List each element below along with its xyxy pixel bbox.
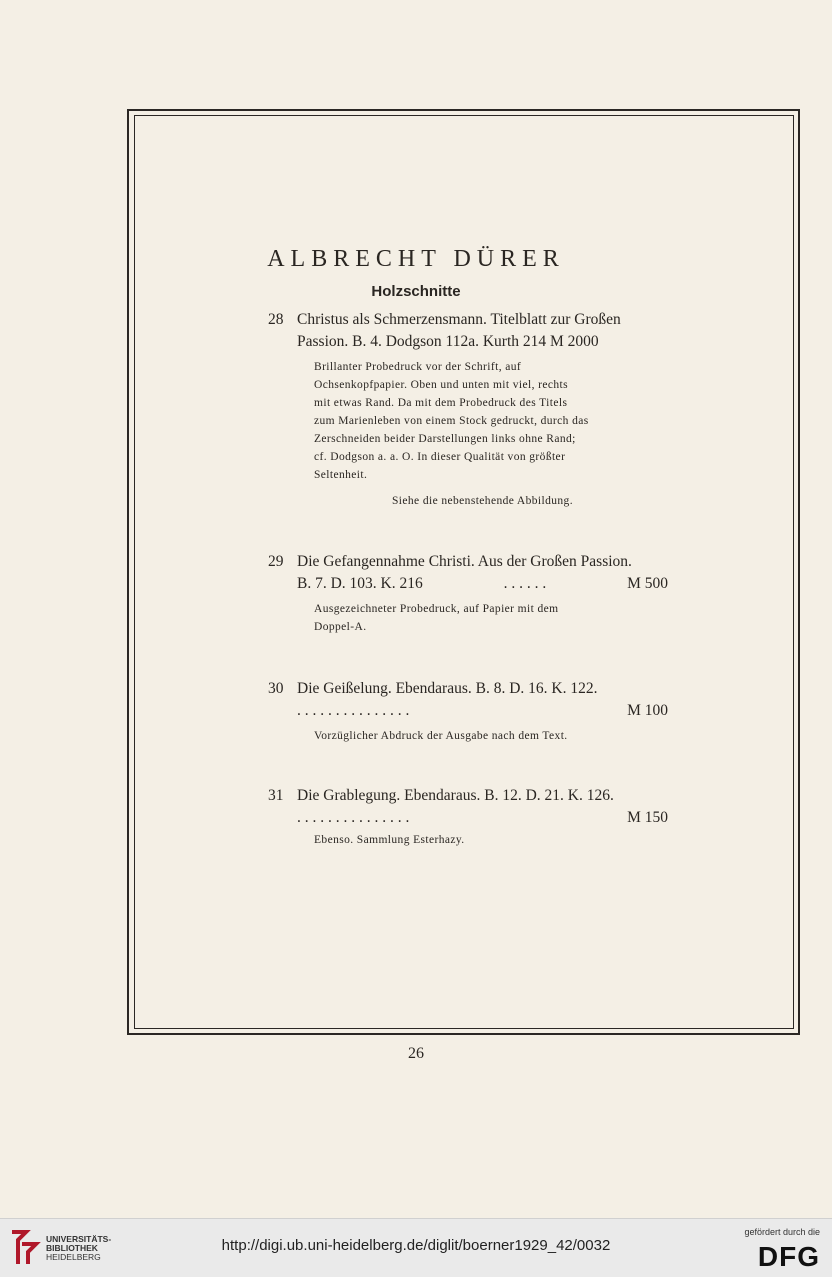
footer-bar <box>0 1218 832 1277</box>
entry-note: Ausgezeichneter Probedruck, auf Papier mit dem Doppel-A. <box>314 603 559 633</box>
catalog-entry-30 <box>268 678 668 745</box>
catalog-entry-28 <box>268 309 668 510</box>
library-logo-text: UNIVERSITÄTS- BIBLIOTHEK HEIDELBERG <box>46 1234 112 1262</box>
leader-dots: . . . . . . <box>503 575 547 592</box>
catalog-entry-31 <box>268 785 668 849</box>
page-title: ALBRECHT DÜRER <box>267 246 565 272</box>
entry-text: Die Grablegung. Ebendaraus. B. 12. D. 21. K. 126. <box>297 787 614 804</box>
entry-number: 28 <box>268 311 284 328</box>
entry-text: B. 7. D. 103. K. 216 <box>297 575 423 592</box>
entry-number: 29 <box>268 553 284 570</box>
entry-note: Brillanter Probedruck vor der Schrift, auf Ochsenkopfpapier. Oben und unten mit viel, rechts mit etwas Rand. Da mit dem Probedruck des Titels zum Marienleben von einem Stock gedruckt, durch das Zerschneiden beider Darstellungen links ohne Rand; cf. Dodgson a. a. O. In dieser Qualität von größter Seltenheit. <box>314 361 589 481</box>
entry-number: 30 <box>268 680 284 697</box>
entry-price: M 100 <box>627 702 668 719</box>
entry-text: Die Geißelung. Ebendaraus. B. 8. D. 16. K. 122. <box>297 680 598 697</box>
entry-note: Ebenso. Sammlung Esterhazy. <box>314 834 465 846</box>
leader-dots: . . . . . . . . . . . . . . . <box>297 702 410 719</box>
catalog-entry-29 <box>268 551 668 636</box>
entry-price: M 500 <box>627 575 668 592</box>
entry-text: Passion. B. 4. Dodgson 112a. Kurth 214 M 2000 <box>297 333 599 350</box>
entry-text: Christus als Schmerzensmann. Titelblatt zur Großen <box>297 311 621 328</box>
page-number: 26 <box>408 1045 424 1062</box>
entry-note: Vorzüglicher Abdruck der Ausgabe nach dem Text. <box>314 730 568 742</box>
leader-dots: . . . . . . . . . . . . . . . <box>297 809 410 826</box>
entry-price: M 150 <box>627 809 668 826</box>
entry-number: 31 <box>268 787 284 804</box>
permalink-url[interactable]: http://digi.ub.uni-heidelberg.de/diglit/boerner1929_42/0032 <box>221 1237 611 1254</box>
section-subtitle: Holzschnitte <box>371 283 461 300</box>
entry-illustration-note: Siehe die nebenstehende Abbildung. <box>392 495 573 507</box>
funding-label: gefördert durch die <box>744 1227 820 1237</box>
entry-text: Die Gefangennahme Christi. Aus der Großen Passion. <box>297 553 632 570</box>
dfg-logo: DFG <box>757 1241 820 1272</box>
